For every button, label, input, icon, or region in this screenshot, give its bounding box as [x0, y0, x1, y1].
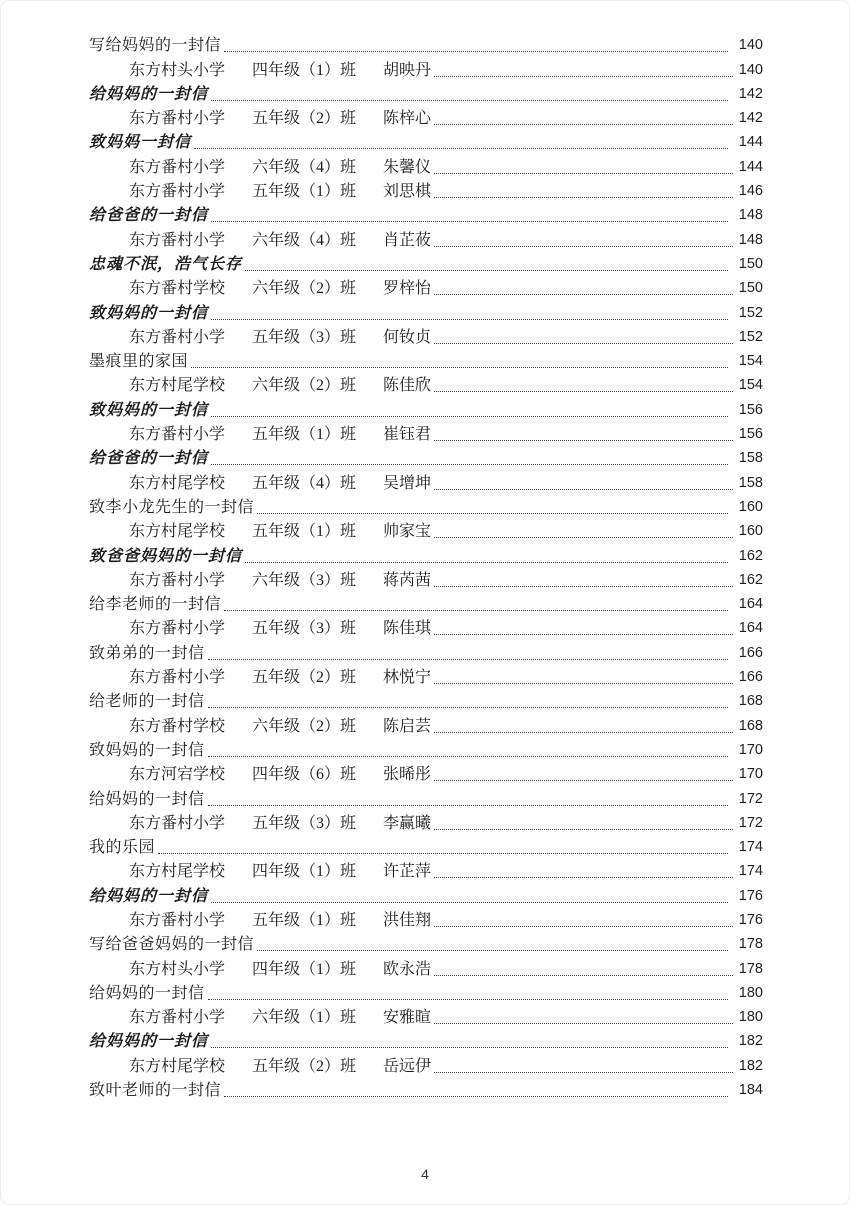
toc-entry-title-row[interactable] — [89, 591, 763, 615]
entry-page-number: 154 — [738, 377, 763, 394]
class-name: 五年级（1）班 — [252, 911, 357, 929]
entry-page-number: 178 — [738, 960, 763, 977]
toc-entry-author-row[interactable] — [89, 421, 763, 445]
dot-leader — [194, 148, 728, 149]
entry-page-number: 182 — [738, 1033, 763, 1050]
class-name: 四年级（6）班 — [252, 766, 357, 784]
school-name: 东方村尾学校 — [129, 1057, 226, 1075]
toc-entry-author-row[interactable] — [89, 810, 763, 834]
entry-page-number: 162 — [738, 571, 763, 588]
entry-page-number: 166 — [738, 669, 763, 686]
class-name: 四年级（1）班 — [252, 960, 357, 978]
dot-leader — [434, 489, 733, 490]
student-name: 陈佳琪 — [383, 620, 432, 638]
entry-page-number: 160 — [738, 498, 763, 515]
class-name: 六年级（2）班 — [252, 280, 357, 298]
toc-entry-author-row[interactable] — [89, 858, 763, 882]
dot-leader — [434, 197, 733, 198]
entry-page-number: 144 — [738, 158, 763, 175]
entry-title: 给妈妈的一封信 — [89, 1033, 209, 1051]
school-name: 东方番村小学 — [129, 231, 226, 249]
dot-leader — [434, 391, 733, 392]
entry-page-number: 148 — [738, 207, 763, 224]
student-name: 帅家宝 — [383, 523, 432, 541]
student-name: 许芷萍 — [383, 863, 432, 881]
page-number: 4 — [421, 1166, 429, 1182]
toc-entry-title-row[interactable] — [89, 348, 763, 372]
toc-entry-author-row[interactable] — [89, 275, 763, 299]
school-name: 东方番村小学 — [129, 426, 226, 444]
entry-author-info — [89, 327, 431, 348]
school-name: 东方番村学校 — [129, 280, 226, 298]
entry-title: 给妈妈的一封信 — [89, 790, 205, 808]
student-name: 何钕贞 — [383, 328, 432, 346]
entry-page-number: 148 — [738, 231, 763, 248]
dot-leader — [434, 975, 733, 976]
dot-leader — [434, 294, 733, 295]
entry-author-info — [89, 667, 431, 688]
school-name: 东方番村学校 — [129, 717, 226, 735]
toc-entry-title-row[interactable] — [89, 834, 763, 858]
school-name: 东方河宕学校 — [129, 766, 226, 784]
entry-title: 写给妈妈的一封信 — [89, 37, 222, 55]
toc-entry-title-row[interactable] — [89, 639, 763, 663]
entry-title: 致弟弟的一封信 — [89, 644, 205, 662]
student-name: 安雅暄 — [383, 1009, 432, 1027]
student-name: 蒋芮茜 — [383, 571, 432, 589]
entry-title: 致李小龙先生的一封信 — [89, 498, 255, 516]
class-name: 六年级（2）班 — [252, 377, 357, 395]
dot-leader — [245, 562, 728, 563]
toc-entry-title-row[interactable] — [89, 980, 763, 1004]
dot-leader — [434, 76, 733, 77]
entry-author-info — [89, 375, 431, 396]
dot-leader — [211, 1047, 728, 1048]
entry-page-number: 144 — [738, 134, 763, 151]
entry-title: 墨痕里的家国 — [89, 353, 189, 371]
entry-page-number: 160 — [738, 523, 763, 540]
dot-leader — [434, 246, 733, 247]
entry-page-number: 172 — [738, 814, 763, 831]
dot-leader — [257, 513, 728, 514]
student-name: 陈梓心 — [383, 110, 432, 128]
entry-author-info — [89, 570, 431, 591]
entry-page-number: 176 — [738, 887, 763, 904]
school-name: 东方番村小学 — [129, 669, 226, 687]
entry-page-number: 166 — [738, 644, 763, 661]
dot-leader — [208, 805, 728, 806]
student-name: 刘思棋 — [383, 183, 432, 201]
toc-entry-author-row[interactable] — [89, 1052, 763, 1076]
entry-title: 致叶老师的一封信 — [89, 1082, 222, 1100]
entry-author-info — [89, 424, 431, 445]
dot-leader — [434, 1023, 733, 1024]
dot-leader — [211, 902, 728, 903]
toc-entry-author-row[interactable] — [89, 664, 763, 688]
toc-entry-author-row[interactable] — [89, 56, 763, 80]
entry-page-number: 168 — [738, 717, 763, 734]
toc-entry-author-row[interactable] — [89, 712, 763, 736]
dot-leader — [208, 999, 728, 1000]
class-name: 六年级（4）班 — [252, 231, 357, 249]
toc-entry-title-row[interactable] — [89, 445, 763, 469]
dot-leader — [208, 659, 728, 660]
dot-leader — [224, 1096, 728, 1097]
dot-leader — [434, 537, 733, 538]
toc-entry-title-row[interactable] — [89, 542, 763, 566]
student-name: 陈启芸 — [383, 717, 432, 735]
entry-title: 我的乐园 — [89, 839, 156, 857]
entry-title: 给老师的一封信 — [89, 693, 205, 711]
class-name: 五年级（3）班 — [252, 620, 357, 638]
class-name: 四年级（1）班 — [252, 863, 357, 881]
entry-author-info — [89, 1056, 431, 1077]
school-name: 东方番村小学 — [129, 110, 226, 128]
dot-leader — [208, 756, 728, 757]
entry-page-number: 172 — [738, 790, 763, 807]
entry-author-info — [89, 473, 431, 494]
entry-title: 给妈妈的一封信 — [89, 984, 205, 1002]
dot-leader — [245, 270, 728, 271]
dot-leader — [211, 464, 728, 465]
toc-entry-title-row[interactable] — [89, 396, 763, 420]
toc-entry-title-row[interactable] — [89, 494, 763, 518]
dot-leader — [434, 829, 733, 830]
class-name: 六年级（1）班 — [252, 1009, 357, 1027]
entry-page-number: 158 — [738, 450, 763, 467]
entry-page-number: 174 — [738, 863, 763, 880]
class-name: 五年级（1）班 — [252, 183, 357, 201]
entry-page-number: 178 — [738, 936, 763, 953]
dot-leader — [211, 221, 728, 222]
dot-leader — [211, 100, 728, 101]
toc-entry-title-row[interactable] — [89, 299, 763, 323]
toc-entry-author-row[interactable] — [89, 907, 763, 931]
entry-author-info — [89, 813, 431, 834]
entry-page-number: 140 — [738, 37, 763, 54]
entry-page-number: 158 — [738, 474, 763, 491]
school-name: 东方村尾学校 — [129, 377, 226, 395]
toc-entry-author-row[interactable] — [89, 518, 763, 542]
entry-page-number: 168 — [738, 693, 763, 710]
entry-page-number: 174 — [738, 839, 763, 856]
school-name: 东方番村小学 — [129, 1009, 226, 1027]
dot-leader — [211, 319, 728, 320]
school-name: 东方番村小学 — [129, 911, 226, 929]
dot-leader — [434, 343, 733, 344]
table-of-contents — [89, 32, 763, 1101]
student-name: 洪佳翔 — [383, 911, 432, 929]
toc-entry-author-row[interactable] — [89, 178, 763, 202]
entry-author-info — [89, 959, 431, 980]
toc-entry-author-row[interactable] — [89, 153, 763, 177]
entry-title: 给爸爸的一封信 — [89, 450, 209, 468]
student-name: 岳远伊 — [383, 1057, 432, 1075]
toc-entry-author-row[interactable] — [89, 615, 763, 639]
student-name: 吴增坤 — [383, 474, 432, 492]
dot-leader — [434, 926, 733, 927]
entry-author-info — [89, 60, 431, 81]
class-name: 五年级（2）班 — [252, 1057, 357, 1075]
entry-page-number: 152 — [738, 304, 763, 321]
student-name: 张晞彤 — [383, 766, 432, 784]
school-name: 东方村尾学校 — [129, 863, 226, 881]
dot-leader — [434, 683, 733, 684]
entry-author-info — [89, 181, 431, 202]
dot-leader — [434, 124, 733, 125]
entry-author-info — [89, 278, 431, 299]
entry-author-info — [89, 230, 431, 251]
entry-title: 致妈妈一封信 — [89, 134, 192, 152]
student-name: 朱馨仪 — [383, 158, 432, 176]
toc-entry-title-row[interactable] — [89, 251, 763, 275]
toc-entry-title-row[interactable] — [89, 81, 763, 105]
entry-title: 致爸爸妈妈的一封信 — [89, 547, 243, 565]
toc-entry-title-row[interactable] — [89, 1028, 763, 1052]
student-name: 李赢曦 — [383, 814, 432, 832]
entry-title: 给爸爸的一封信 — [89, 207, 209, 225]
entry-author-info — [89, 1007, 431, 1028]
toc-entry-author-row[interactable] — [89, 226, 763, 250]
dot-leader — [434, 440, 733, 441]
entry-title: 写给爸爸妈妈的一封信 — [89, 936, 255, 954]
class-name: 五年级（3）班 — [252, 814, 357, 832]
student-name: 胡映丹 — [383, 61, 432, 79]
entry-page-number: 180 — [738, 984, 763, 1001]
toc-entry-title-row[interactable] — [89, 202, 763, 226]
school-name: 东方村尾学校 — [129, 474, 226, 492]
toc-entry-title-row[interactable] — [89, 1077, 763, 1101]
school-name: 东方番村小学 — [129, 571, 226, 589]
toc-entry-title-row[interactable] — [89, 32, 763, 56]
class-name: 五年级（1）班 — [252, 426, 357, 444]
class-name: 六年级（2）班 — [252, 717, 357, 735]
student-name: 林悦宁 — [383, 669, 432, 687]
dot-leader — [257, 950, 728, 951]
entry-title: 致妈妈的一封信 — [89, 741, 205, 759]
toc-entry-author-row[interactable] — [89, 469, 763, 493]
school-name: 东方村头小学 — [129, 61, 226, 79]
dot-leader — [208, 707, 728, 708]
entry-page-number: 182 — [738, 1057, 763, 1074]
entry-page-number: 164 — [738, 620, 763, 637]
entry-author-info — [89, 716, 431, 737]
entry-title: 忠魂不泯，浩气长存 — [89, 255, 243, 273]
school-name: 东方番村小学 — [129, 158, 226, 176]
dot-leader — [224, 610, 728, 611]
student-name: 陈佳欣 — [383, 377, 432, 395]
entry-title: 致妈妈的一封信 — [89, 304, 209, 322]
dot-leader — [434, 877, 733, 878]
school-name: 东方村尾学校 — [129, 523, 226, 541]
class-name: 六年级（4）班 — [252, 158, 357, 176]
school-name: 东方番村小学 — [129, 183, 226, 201]
toc-entry-title-row[interactable] — [89, 737, 763, 761]
entry-author-info — [89, 910, 431, 931]
toc-entry-author-row[interactable] — [89, 105, 763, 129]
toc-entry-title-row[interactable] — [89, 882, 763, 906]
entry-page-number: 170 — [738, 741, 763, 758]
school-name: 东方村头小学 — [129, 960, 226, 978]
entry-page-number: 156 — [738, 426, 763, 443]
toc-entry-title-row[interactable] — [89, 688, 763, 712]
class-name: 五年级（3）班 — [252, 328, 357, 346]
entry-author-info — [89, 157, 431, 178]
toc-entry-author-row[interactable] — [89, 324, 763, 348]
entry-title: 给李老师的一封信 — [89, 596, 222, 614]
entry-author-info — [89, 108, 431, 129]
entry-author-info — [89, 861, 431, 882]
dot-leader — [434, 732, 733, 733]
entry-page-number: 150 — [738, 280, 763, 297]
entry-page-number: 140 — [738, 61, 763, 78]
toc-entry-author-row[interactable] — [89, 372, 763, 396]
entry-page-number: 156 — [738, 401, 763, 418]
toc-entry-author-row[interactable] — [89, 1004, 763, 1028]
toc-entry-author-row[interactable] — [89, 761, 763, 785]
toc-entry-author-row[interactable] — [89, 955, 763, 979]
dot-leader — [191, 367, 728, 368]
dot-leader — [434, 634, 733, 635]
class-name: 四年级（1）班 — [252, 61, 357, 79]
class-name: 五年级（1）班 — [252, 523, 357, 541]
entry-page-number: 146 — [738, 183, 763, 200]
entry-page-number: 152 — [738, 328, 763, 345]
school-name: 东方番村小学 — [129, 328, 226, 346]
entry-page-number: 162 — [738, 547, 763, 564]
dot-leader — [434, 1072, 733, 1073]
entry-author-info — [89, 764, 431, 785]
toc-entry-title-row[interactable] — [89, 931, 763, 955]
dot-leader — [211, 416, 728, 417]
entry-page-number: 170 — [738, 766, 763, 783]
dot-leader — [224, 51, 728, 52]
class-name: 五年级（2）班 — [252, 110, 357, 128]
entry-page-number: 176 — [738, 911, 763, 928]
toc-entry-author-row[interactable] — [89, 567, 763, 591]
toc-entry-title-row[interactable] — [89, 129, 763, 153]
entry-page-number: 180 — [738, 1009, 763, 1026]
entry-page-number: 150 — [738, 255, 763, 272]
student-name: 崔钰君 — [383, 426, 432, 444]
school-name: 东方番村小学 — [129, 814, 226, 832]
entry-author-info — [89, 521, 431, 542]
toc-entry-title-row[interactable] — [89, 785, 763, 809]
dot-leader — [434, 780, 733, 781]
entry-title: 致妈妈的一封信 — [89, 401, 209, 419]
entry-author-info — [89, 618, 431, 639]
entry-title: 给妈妈的一封信 — [89, 85, 209, 103]
student-name: 罗梓怡 — [383, 280, 432, 298]
school-name: 东方番村小学 — [129, 620, 226, 638]
entry-title: 给妈妈的一封信 — [89, 887, 209, 905]
student-name: 肖芷莜 — [383, 231, 432, 249]
dot-leader — [158, 853, 728, 854]
class-name: 五年级（2）班 — [252, 669, 357, 687]
entry-page-number: 184 — [738, 1082, 763, 1099]
dot-leader — [434, 173, 733, 174]
student-name: 欧永浩 — [383, 960, 432, 978]
class-name: 五年级（4）班 — [252, 474, 357, 492]
entry-page-number: 142 — [738, 110, 763, 127]
class-name: 六年级（3）班 — [252, 571, 357, 589]
entry-page-number: 142 — [738, 85, 763, 102]
entry-page-number: 154 — [738, 353, 763, 370]
entry-page-number: 164 — [738, 596, 763, 613]
dot-leader — [434, 586, 733, 587]
